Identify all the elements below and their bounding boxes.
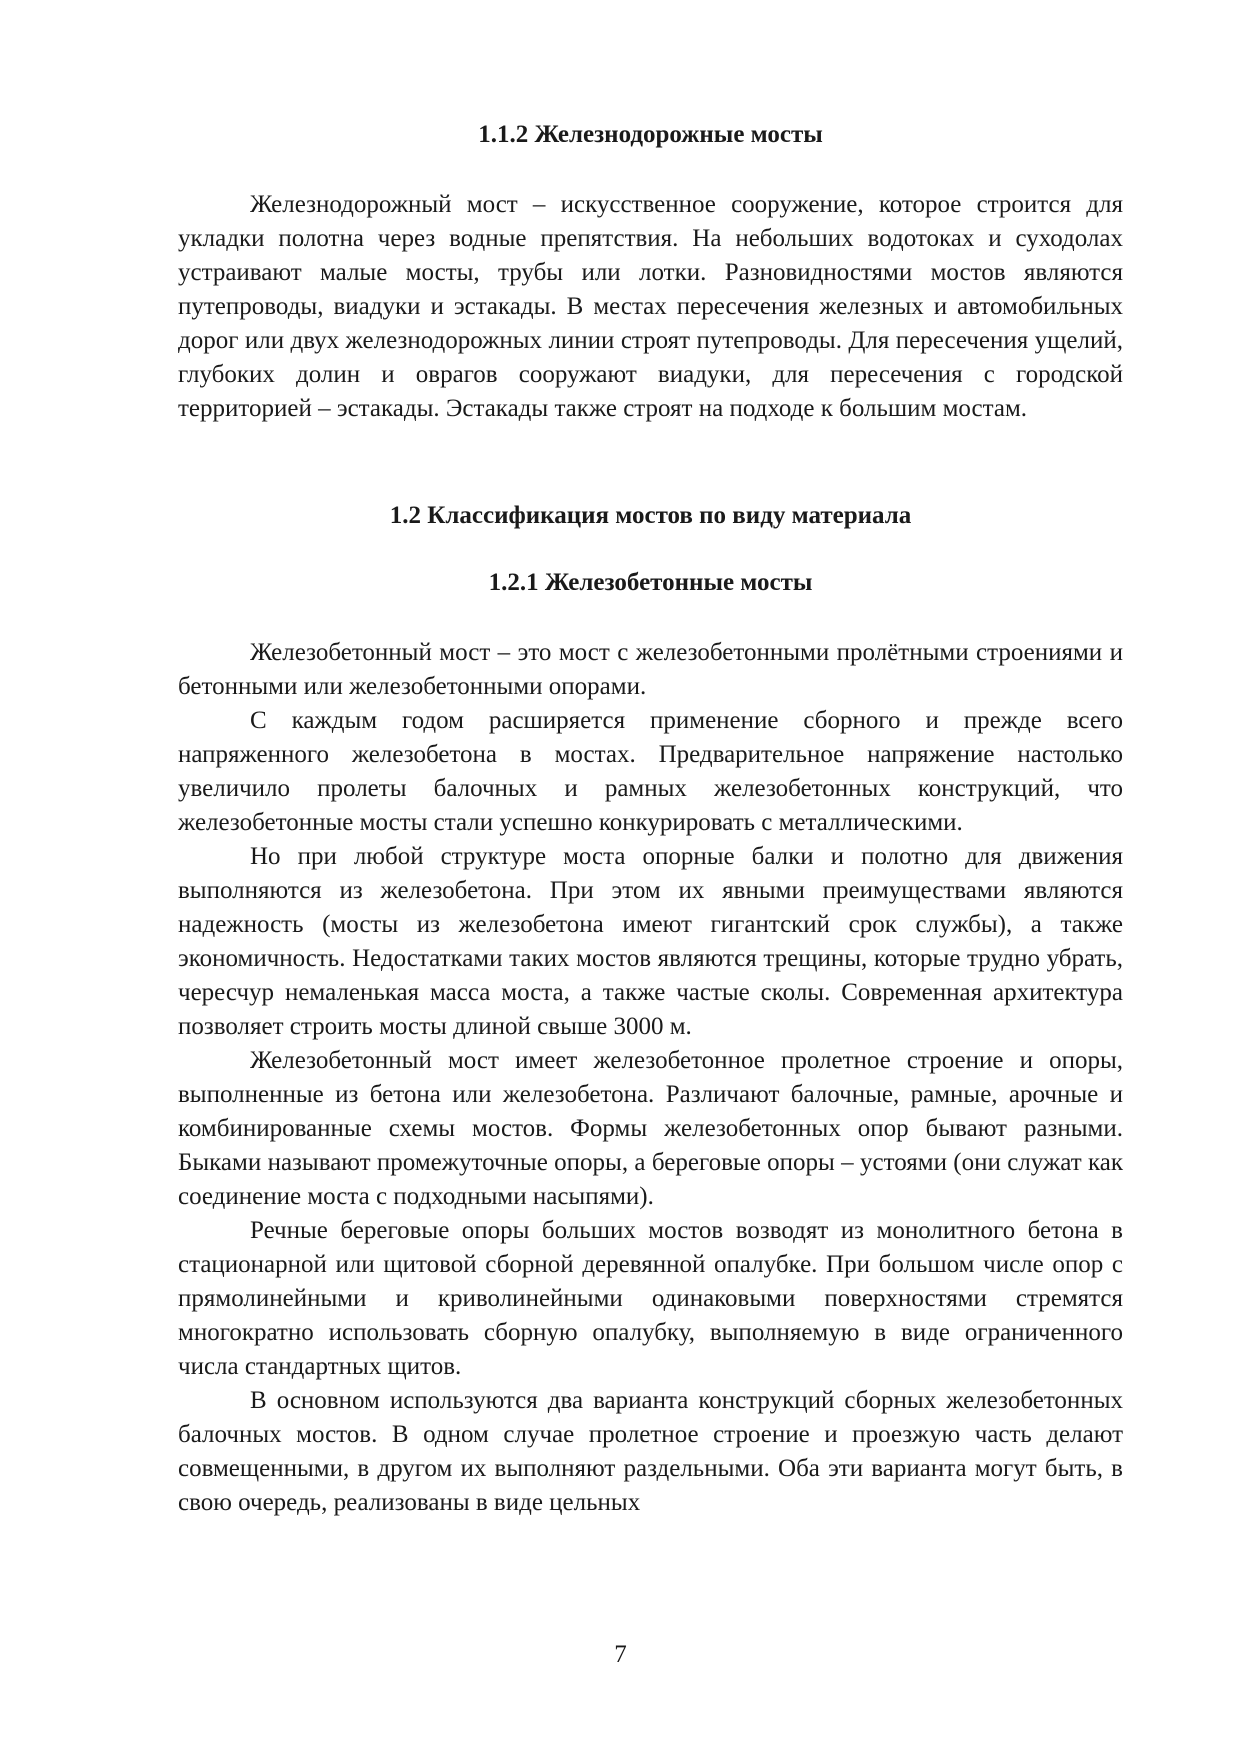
paragraph: Но при любой структуре моста опорные балки и полотно для движения выполняются из железобетона. При этом их явными преимуществами являются надежность (мосты из железобетона имеют гигантский срок службы), а также экономичность. Недостатками таких мостов являются трещины, которые трудно убрать, чересчур немаленькая масса моста, а также частые сколы. Современная архитектура позволяет строить мосты длиной свыше 3000 м. [178, 843, 1123, 1040]
section-heading-1-1-2: 1.1.2 Железнодорожные мосты [478, 121, 823, 148]
paragraph: С каждым годом расширяется применение сборного и прежде всего напряженного железобетона в мостах. Предварительное напряжение настолько увеличило пролеты балочных и рамных железобетонных конструкций, что железобетонные мосты стали успешно конкурировать с металлическими. [178, 707, 1123, 836]
paragraph: Речные береговые опоры больших мостов возводят из монолитного бетона в стационарной или щитовой сборной деревянной опалубке. При большом числе опор с прямолинейными и криволинейными одинаковыми поверхностями стремятся многократно использовать сборную опалубку, выполняемую в виде ограниченного числа стандартных щитов. [178, 1217, 1123, 1380]
section-heading-1-2-1: 1.2.1 Железобетонные мосты [488, 569, 813, 596]
paragraph-railway-bridges: Железнодорожный мост – искусственное сооружение, которое строится для укладки полотна через водные препятствия. На небольших водотоках и суходолах устраивают малые мосты, трубы или лотки. Разновидностями мостов являются путепроводы, виадуки и эстакады. В местах пересечения железных и автомобильных дорог или двух железнодорожных линии строят путепроводы. Для пересечения ущелий, глубоких долин и оврагов сооружают виадуки, для пересечения с городской территорией – эстакады. Эстакады также строят на подходе к большим мостам. [178, 191, 1123, 422]
paragraph: В основном используются два варианта конструкций сборных железобетонных балочных мостов. В одном случае пролетное строение и проезжую часть делают совмещенными, в другом их выполняют раздельными. Оба эти варианта могут быть, в свою очередь, реализованы в виде цельных [178, 1387, 1123, 1516]
page-content [178, 118, 1123, 1520]
paragraph: Железобетонный мост имеет железобетонное пролетное строение и опоры, выполненные из бетона или железобетона. Различают балочные, рамные, арочные и комбинированные схемы мостов. Формы железобетонных опор бывают разными. Быками называют промежуточные опоры, а береговые опоры – устоями (они служат как соединение моста с подходными насыпями). [178, 1047, 1123, 1210]
paragraph: Железобетонный мост – это мост с железобетонными пролётными строениями и бетонными или железобетонными опорами. [178, 639, 1123, 700]
section-heading-1-2: 1.2 Классификация мостов по виду материала [389, 502, 912, 529]
page-number: 7 [614, 1641, 627, 1668]
